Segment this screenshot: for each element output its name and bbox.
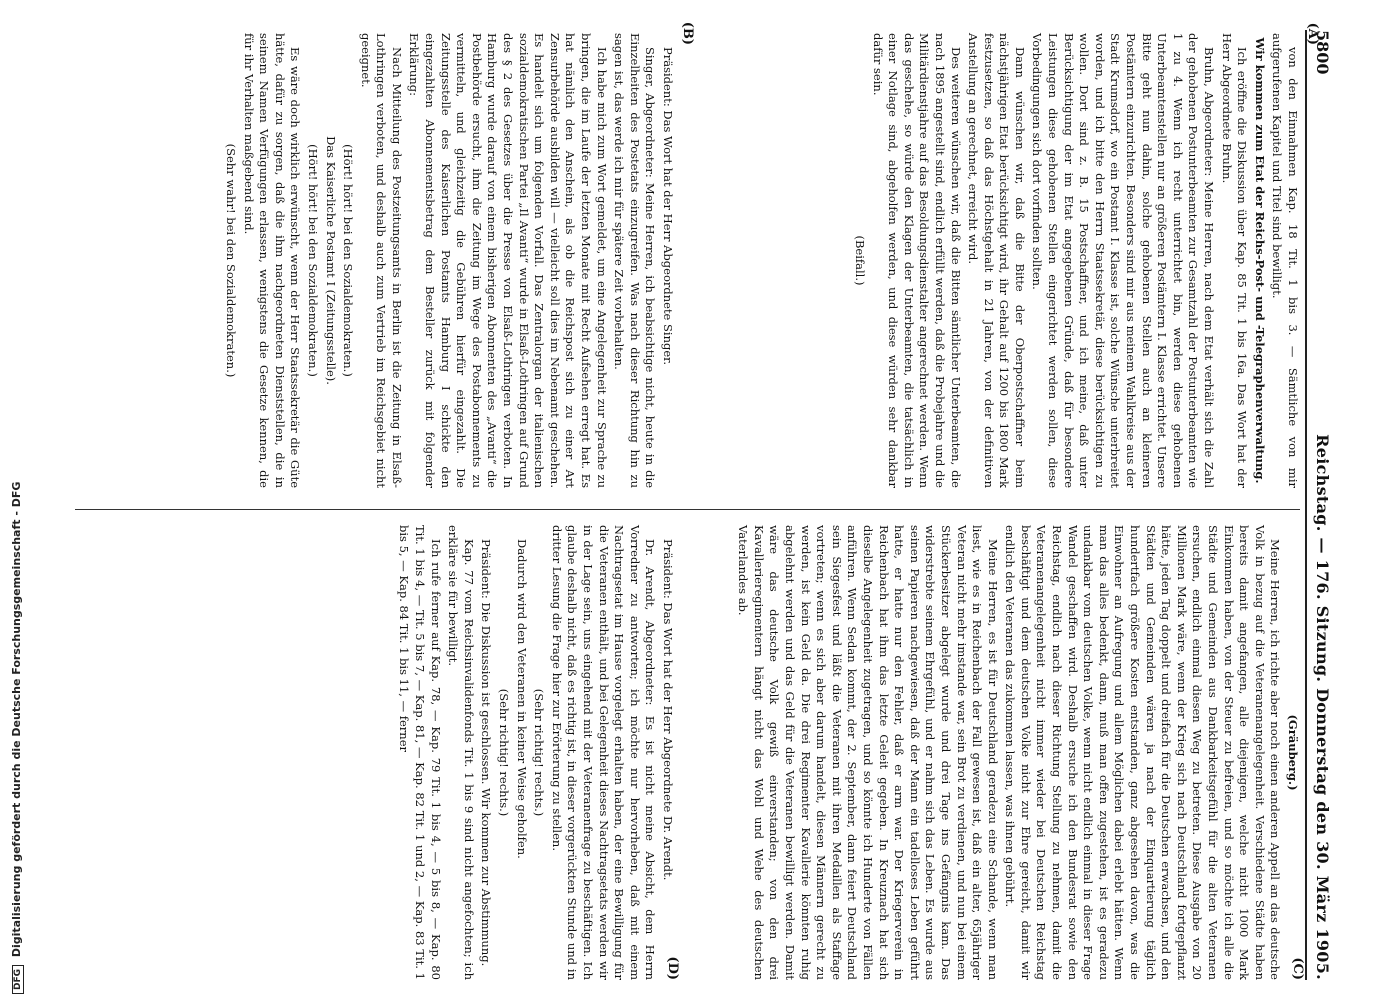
digitization-credit (10, 14, 24, 994)
paragraph: Ich habe mich zum Wort gemeldet, um eine Angelegenheit zur Sprache zu bringen, die im Laufe der letzten Monate mit Recht Aufsehen erregt hat. Es hat nämlich den Anschein, als ob die Reichspost sich zu einer Art Zensurbehörde ausbilden will — vielleicht soll dies im Nebenamt geschehen. Es handelt sich um folgenden Vorfall. Das Zentralorgan der italienischen sozialdemokratischen Partei „Il Avanti“ wurde in Elsaß-Lothringen auf Grund des § 2 des Gesetzes über die Presse von Elsaß-Lothringen verboten. In Hamburg wurde darauf von einem bisherigen Abonnenten des „Avanti“ die Postbehörde ersucht, ihm die Zeitung im Wege des Postabonnements zu vermitteln, und gleichzeitig die Gebühren hierfür eingezahlt. Die Zeitungsstelle des Kaiserlichen Postamts Hamburg I schickte den eingezahlten Abonnementsbetrag dem Besteller zurück mit folgender Erklärung: (407, 33, 609, 488)
interjection: (Beifall.) (852, 235, 867, 286)
column-divider (75, 509, 1300, 510)
paragraph: Bruhn, Abgeordneter: Meine Herren, nach dem Etat verhält sich die Zahl der gehobenen Postunterbeamten zur Gesamtzahl der Postunterbeamten wie 1 zu 4. Wenn ich recht unterrichtet bin, werden diese gehobenen Unterbeamtenstellen nur an größeren Postämtern I. Klasse errichtet. Unsere Bitte geht nun dahin, solche gehobenen Stellen auch an kleineren Postämtern einzurichten. Besonders sind mir aus meinem Wahlkreise aus der Stadt Krumsdorf, wo ein Postamt I. Klasse ist, solche Wünsche unterbreitet worden, und ich bitte den Herrn Staatssekretär, diese berücksichtigen zu wollen. Dort sind z. B. 15 Postschaffner, und ich meine, daß unter Berücksichtigung der im Etat angegebenen Gründe, daß für besondere Leistungen diese gehobenen Stellen eingerichtet werden sollen, diese Vorbedingungen sich dort vorfinden sollten. (1030, 33, 1217, 488)
paragraph: Dadurch wird den Veteranen in keiner Weise geholfen. (514, 539, 529, 859)
paragraph: Dr. Arendt, Abgeordneter: Es ist nicht meine Absicht, dem Herrn Vorredner zu antworten; ich möchte nur hervorheben, daß mit einem Nachtragsetat im Hause vorgelegt erhalten haben, der eine Bewilligung für die Veteranen enthält, und bei Gelegenheit dieses Nachtragsetats werden wir in der Lage sein, uns eingehend mit der Veteranenfrage zu beschäftigen. Ich glaube deshalb nicht, daß es richtig ist, in dieser vorgerückten Stunde und in dritter Lesung die Frage hier zur Erörterung zu stellen. (549, 525, 658, 980)
paragraph: Ich rufe ferner auf Kap. 78, — Kap. 79 Tit. 1 bis 4, — 5 bis 8, — Kap. 80 Tit. 1 bis 4, — Tit. 5 bis 7, — Kap. 81, — Kap. 82 Tit. 1 und 2, — Kap. 83 Tit. 1 bis 5, — Kap. 84 Tit. 1 bis 11, — ferner (397, 525, 443, 980)
section-heading: Wir kommen zum Etat der Reichs-Post- und -Telegraphenverwaltung. (1252, 37, 1267, 484)
paragraph: Präsident: Das Wort hat der Herr Abgeordnete Dr. Arendt. (661, 539, 675, 881)
interjection: (Sehr wahr! bei den Sozialdemokraten.) (223, 143, 238, 378)
paragraph: Präsident: Die Diskussion ist geschlossen. Wir kommen zur Abstimmung. (479, 539, 494, 967)
speaker-tag: (Gräuberg.) (1286, 714, 1300, 791)
interjection: (Hört! hört! bei den Sozialdemokraten.) (305, 144, 320, 377)
interjection: (Sehr richtig! rechts.) (532, 688, 547, 817)
paragraph: Präsident: Das Wort hat der Herr Abgeordnete Singer. (661, 47, 675, 366)
paragraph: Dann wünschen wir, daß die Bitte der Oberpostschaffner beim nächstjährigen Etat berücksichtigt wird, ihr Gehalt auf 1200 bis 1800 Mark festzusetzen, so daß das Höchstgehalt in 21 Jahren, von der definitiven Anstellung an gerechnet, erreicht wird. (966, 33, 1027, 488)
margin-mark-c: (C) (1290, 957, 1305, 980)
paragraph: Es wäre doch wirklich erwünscht, wenn der Herr Staatssekretär die Güte hätte, dafür zu sorgen, daß die ihm nachgeordneten Dienststellen, die in seinem Namen Verfügungen erlassen, wenigstens die Gesetze kennen, die für ihr Verhalten maßgebend sind. (241, 33, 303, 488)
paragraph: Meine Herren, ich richte aber noch einen anderen Appell an das deutsche Volk in bezug auf die Veteranenangelegenheit. Verschiedene Städte haben bereits damit angefangen, alle diejenigen, welche nicht 1000 Mark Einkommen haben, von der Steuer zu befreien, und so möchte ich alle die Städte und Gemeinden aus Dankbarkeitsgefühl für die alten Veteranen ersuchen, endlich einmal diesen Weg zu betreten. Diese Ausgabe von 20 Millionen Mark wäre, wenn der Krieg sich nach Deutschland fortgepflanzt hätte, jeden Tag doppelt und dreifach für die Deutschen erwachsen, und den Städten und Gemeinden wären ja nach der Einquartierung täglich hundertfach größere Kosten entstanden, ganz abgesehen davon, was die Einwohner an Aufregung und allem Möglichen dabei erlebt hätten. Wenn man das alles bedenkt, dann, muß man offen zugestehen, ist es geradezu undankbar vom deutschen Volke, wenn nicht endlich einmal in dieser Frage Wandel geschaffen wird. Deshalb ersuche ich den Bundesrat sowie den Reichstag, endlich nach dieser Richtung Stellung zu nehmen, damit die Veteranenangelegenheit nicht immer wieder bei Deutschen Reichstag beschäftigt und dem deutschen Volke nicht zur Ehre gereicht, damit wir endlich den Veteranen das zukommen lassen, was ihnen gebührt. (1003, 525, 1283, 980)
paragraph: von den Einnahmen Kap. 18 Tit. 1 bis 3. — Sämtliche von mir aufgerufenen Kapitel und Titel sind bewilligt. (1270, 33, 1300, 488)
quotation: Nach Mitteilung des Postzeitungsamts in Berlin ist die Zeitung in Elsaß-Lothringen verboten, und deshalb auch zum Vertrieb im Reichsgebiet nicht geeignet. (358, 33, 404, 488)
credit-text: Digitalisierung gefördert durch die Deutsche Forschungsgemeinschaft - DFG (10, 481, 23, 958)
margin-mark-b: (B) (680, 21, 695, 45)
paragraph: Des weiteren wünschen wir, daß die Bitten sämtlicher Unterbeamten, die nach 1895 angestellt sind, endlich erfüllt werden, daß die Probejahre und die Militärdienstjahre auf das Besoldungsdienstalter angerechnet werden. Wenn das geschehe, so würde den Klagen der Unterbeamten, die tatsächlich in einer Notlage sind, abgeholfen werden, und diese würden sehr dankbar dafür sein. (870, 33, 963, 488)
column-right-top (700, 33, 1300, 488)
paragraph: Kap. 77 vom Reichsinvalidenfonds Tit. 1 bis 9 sind nicht angefochten; ich erkläre sie für bewilligt. (446, 525, 476, 980)
interjection: (Hört! hört! bei den Sozialdemokraten.) (341, 144, 356, 377)
paragraph: Ich eröffne die Diskussion über Kap. 85 Tit. 1 bis 16a. Das Wort hat der Herr Abgeordnete Bruhn. (1219, 33, 1250, 488)
session-title: Reichstag. — 176. Sitzung. Donnerstag den 30. März 1905. (1313, 434, 1333, 980)
page-number: 5800 (1313, 30, 1333, 75)
paragraph: Meine Herren, es ist für Deutschland geradezu eine Schande, wenn man liest, wie es in Reichenbach der Fall gewesen ist, daß ein alter, 65jähriger Veteran nicht mehr imstande war, sein Brot zu verdienen, und nun bei einem Stückerbesitzer abgelegt wurde und drei Tage ins Gefängnis kam. Das widerstrebte seinem Ehrgefühl, und er nahm sich das Leben. Es wurde aus seinen Papieren nachgewiesen, daß der Mann ein tadelloses Leben geführt hatte, er hatte nur den Fehler, daß er arm war. Der Kriegerverein in Reichenbach hat ihm das letzte Geleit gegeben. In Kreuznach hat sich dieselbe Angelegenheit zugetragen, und so könnte ich Hunderte von Fällen anführen. Wenn Sedan kommt, der 2. September, dann feiert Deutschland sein Siegesfest und läßt die Veteranen mit ihren Medaillen als Staffage vortreten; wenn es sich aber darum handelt, diesen Männern gerecht zu werden, ist kein Geld da. Die drei Regimenter Kavallerie könnten ruhig abgelehnt werden und das Geld für die Veteranen bewilligt werden. Damit wäre das deutsche Volk gewiß einverstanden; von den drei Kavallerieregimentern hängt nicht das Wohl und Wehe des deutschen Vaterlandes ab. (736, 525, 1000, 980)
margin-mark-d: (D) (665, 956, 680, 980)
column-left-bottom (75, 525, 675, 980)
interjection: (Sehr richtig! rechts.) (497, 688, 512, 817)
column-right-bottom (75, 33, 675, 488)
paragraph: Singer, Abgeordneter: Meine Herren, ich beabsichtige nicht, heute in die Einzelheiten des Postetats einzugreifen. Was nach dieser Richtung hin zu sagen ist, das werde ich mir für spätere Zeit vorbehalten. (612, 33, 658, 488)
dfg-logo: DFG (12, 965, 24, 994)
page-header (1305, 30, 1339, 980)
margin-mark-a: (A) (1305, 22, 1320, 45)
column-left-top (700, 525, 1300, 980)
signature-line: Das Kaiserliche Postamt I (Zeitungsstelle). (323, 136, 338, 385)
